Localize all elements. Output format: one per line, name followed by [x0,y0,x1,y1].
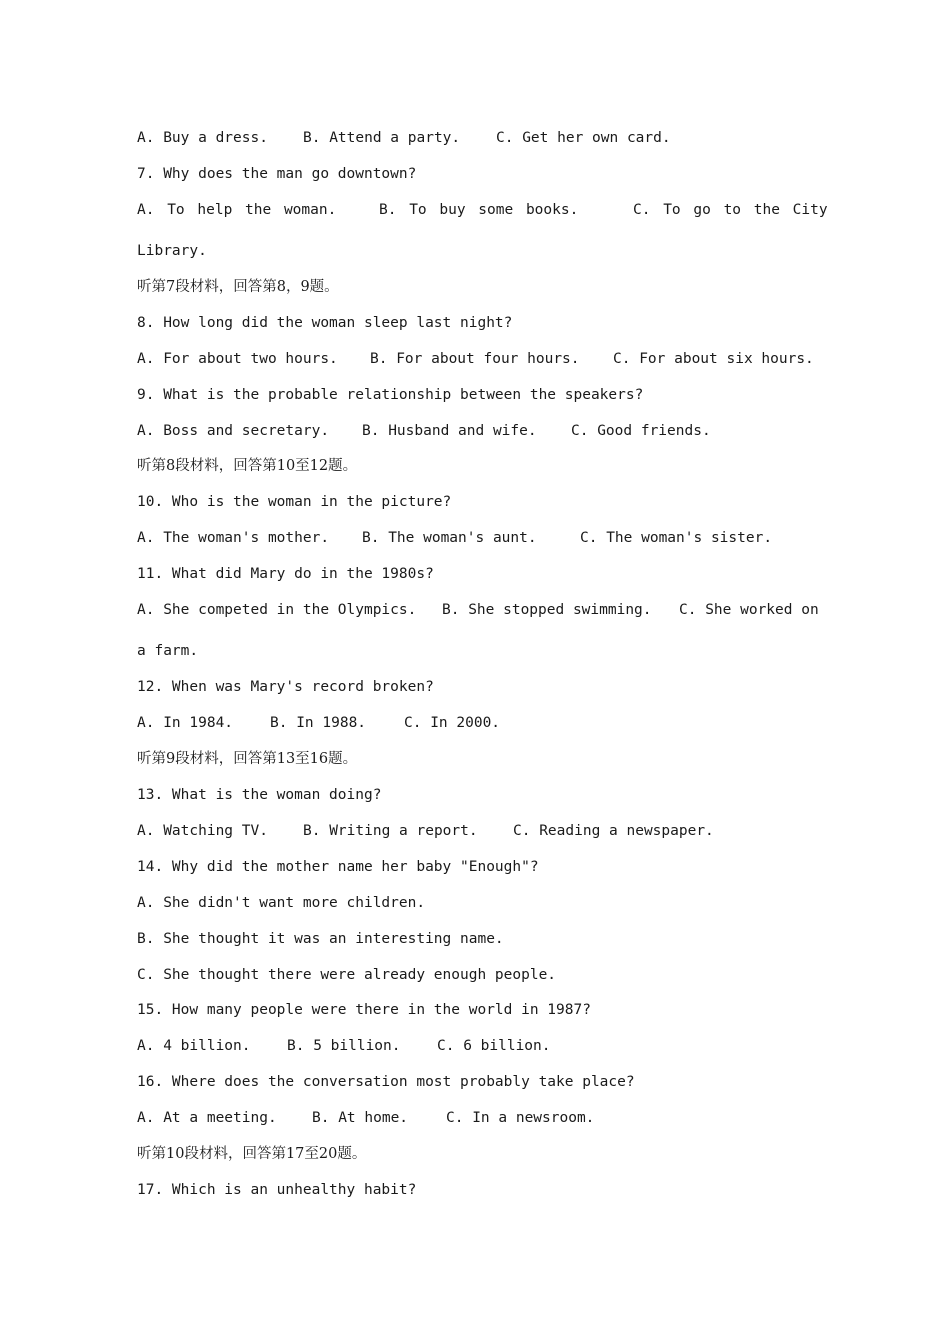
section-10-instruction: 听第10段材料，回答第17至20题。 [137,1146,367,1162]
q16-option-b: B. At home. [312,1110,409,1126]
question-8: 8. How long did the woman sleep last night? [137,315,513,331]
q11-option-a: A. She competed in the Olympics. [137,602,417,618]
q15-option-c: C. 6 billion. [437,1038,551,1054]
q13-option-c: C. Reading a newspaper. [513,823,714,839]
q10-option-b: B. The woman's aunt. [362,530,537,546]
q7-option-c-cont: Library. [137,243,207,259]
q12-option-a: A. In 1984. [137,715,234,731]
section-8-instruction: 听第8段材料，回答第10至12题。 [137,458,358,474]
q15-option-a: A. 4 billion. [137,1038,251,1054]
question-10: 10. Who is the woman in the picture? [137,494,452,510]
q13-option-b: B. Writing a report. [303,823,478,839]
q6-option-c: C. Get her own card. [496,130,671,146]
q8-option-a: A. For about two hours. [137,351,338,367]
q14-option-a: A. She didn't want more children. [137,895,426,911]
question-13: 13. What is the woman doing? [137,787,382,803]
question-15: 15. How many people were there in the world in 1987? [137,1002,591,1018]
question-14: 14. Why did the mother name her baby "Enough"? [137,859,539,875]
q16-option-a: A. At a meeting. [137,1110,277,1126]
q9-option-a: A. Boss and secretary. [137,423,330,439]
q14-option-b: B. She thought it was an interesting name. [137,931,504,947]
question-11: 11. What did Mary do in the 1980s? [137,566,434,582]
question-7: 7. Why does the man go downtown? [137,166,417,182]
q14-option-c: C. She thought there were already enough people. [137,967,557,983]
q8-option-c: C. For about six hours. [613,351,814,367]
q11-option-b: B. She stopped swimming. [442,602,652,618]
q7-option-c: C. To go to the City [633,202,828,218]
q6-option-a: A. Buy a dress. [137,130,268,146]
q9-option-b: B. Husband and wife. [362,423,537,439]
q8-option-b: B. For about four hours. [370,351,580,367]
q12-option-b: B. In 1988. [270,715,367,731]
question-9: 9. What is the probable relationship between the speakers? [137,387,644,403]
q7-option-a: A. To help the woman. [137,202,337,218]
question-16: 16. Where does the conversation most probably take place? [137,1074,635,1090]
q15-option-b: B. 5 billion. [287,1038,401,1054]
question-17: 17. Which is an unhealthy habit? [137,1182,417,1198]
section-7-instruction: 听第7段材料，回答第8，9题。 [137,279,339,295]
question-12: 12. When was Mary's record broken? [137,679,434,695]
q11-option-c: C. She worked on [679,602,819,618]
q16-option-c: C. In a newsroom. [446,1110,595,1126]
q7-option-b: B. To buy some books. [379,202,579,218]
q6-option-b: B. Attend a party. [303,130,461,146]
q12-option-c: C. In 2000. [404,715,501,731]
q9-option-c: C. Good friends. [571,423,711,439]
q10-option-c: C. The woman's sister. [580,530,773,546]
q10-option-a: A. The woman's mother. [137,530,330,546]
q13-option-a: A. Watching TV. [137,823,268,839]
section-9-instruction: 听第9段材料，回答第13至16题。 [137,751,358,767]
q11-option-c-cont: a farm. [137,643,199,659]
